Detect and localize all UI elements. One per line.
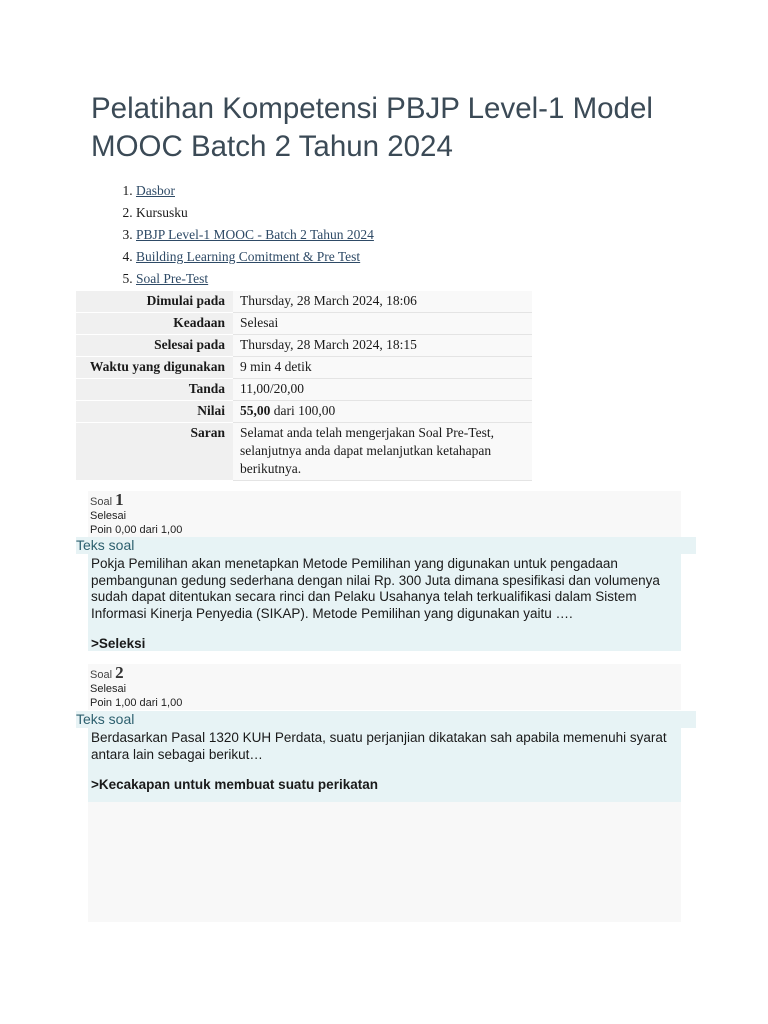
summary-row-state xyxy=(76,313,532,335)
content-placeholder xyxy=(88,802,681,922)
question-points: Poin 0,00 dari 1,00 xyxy=(90,524,183,536)
question-points: Poin 1,00 dari 1,00 xyxy=(90,697,183,709)
summary-value-completed: Thursday, 28 March 2024, 18:15 xyxy=(233,335,532,357)
summary-row-started xyxy=(76,291,532,313)
summary-row-feedback xyxy=(76,423,532,481)
grade-score: 55,00 xyxy=(240,403,271,418)
summary-value-grade xyxy=(233,401,532,423)
summary-value-feedback: Selamat anda telah mengerjakan Soal Pre-Test, selanjutnya anda dapat melanjutkan ketahapan berikutnya. xyxy=(233,423,532,481)
question-info-1 xyxy=(88,491,681,537)
summary-label-grade: Nilai xyxy=(76,401,233,423)
breadcrumb-link-dasbor[interactable]: Dasbor xyxy=(136,183,175,198)
summary-label-feedback: Saran xyxy=(76,423,233,481)
question-info-2 xyxy=(88,664,681,710)
question-content-2 xyxy=(88,728,681,802)
summary-row-grade xyxy=(76,401,532,423)
summary-row-completed xyxy=(76,335,532,357)
question-label: Soal xyxy=(90,669,113,681)
question-text-heading: Teks soal xyxy=(76,537,696,554)
breadcrumb xyxy=(112,180,374,290)
summary-label-time-taken: Waktu yang digunakan xyxy=(76,357,233,379)
question-content-1 xyxy=(88,554,681,651)
attempt-summary-table xyxy=(76,291,532,481)
breadcrumb-item-section[interactable] xyxy=(136,246,374,268)
question-answer: >Seleksi xyxy=(91,636,146,651)
question-text: Berdasarkan Pasal 1320 KUH Perdata, suatu perjanjian dikatakan sah apabila memenuhi syarat antara lain sebagai berikut… xyxy=(91,730,667,762)
question-status: Selesai xyxy=(90,510,127,522)
question-label: Soal xyxy=(90,496,113,508)
question-text: Pokja Pemilihan akan menetapkan Metode Pemilihan yang digunakan untuk pengadaan pembangunan gedung sederhana dengan nilai Rp. 300 Juta dimana spesifikasi dan volumenya sudah dapat ditentukan secara rinci dan Pelaku Usahanya telah terkualifikasi dalam Sistem Informasi Kinerja Penyedia (SIKAP). Metode Pemilihan yang digunakan yaitu …. xyxy=(91,556,660,621)
question-number: 1 xyxy=(115,490,124,509)
question-status: Selesai xyxy=(90,683,127,695)
breadcrumb-item-dasbor[interactable] xyxy=(136,180,374,202)
summary-value-started: Thursday, 28 March 2024, 18:06 xyxy=(233,291,532,313)
summary-label-state: Keadaan xyxy=(76,313,233,335)
breadcrumb-link-quiz[interactable]: Soal Pre-Test xyxy=(136,271,209,286)
summary-value-time-taken: 9 min 4 detik xyxy=(233,357,532,379)
page-title: Pelatihan Kompetensi PBJP Level-1 Model MOOC Batch 2 Tahun 2024 xyxy=(91,92,653,163)
breadcrumb-item-course[interactable] xyxy=(136,224,374,246)
breadcrumb-link-course[interactable]: PBJP Level-1 MOOC - Batch 2 Tahun 2024 xyxy=(136,227,374,242)
question-answer: >Kecakapan untuk membuat suatu perikatan xyxy=(91,777,378,792)
summary-value-marks: 11,00/20,00 xyxy=(233,379,532,401)
summary-row-marks xyxy=(76,379,532,401)
summary-label-completed: Selesai pada xyxy=(76,335,233,357)
summary-label-started: Dimulai pada xyxy=(76,291,233,313)
summary-row-time-taken xyxy=(76,357,532,379)
breadcrumb-link-section[interactable]: Building Learning Comitment & Pre Test xyxy=(136,249,361,264)
question-number: 2 xyxy=(115,663,124,682)
summary-label-marks: Tanda xyxy=(76,379,233,401)
grade-max: dari 100,00 xyxy=(270,403,336,418)
question-text-heading: Teks soal xyxy=(76,711,696,728)
summary-value-state: Selesai xyxy=(233,313,532,335)
breadcrumb-item-kursusku xyxy=(136,202,374,224)
breadcrumb-item-quiz[interactable] xyxy=(136,268,374,290)
breadcrumb-text-kursusku: Kursusku xyxy=(136,205,188,220)
